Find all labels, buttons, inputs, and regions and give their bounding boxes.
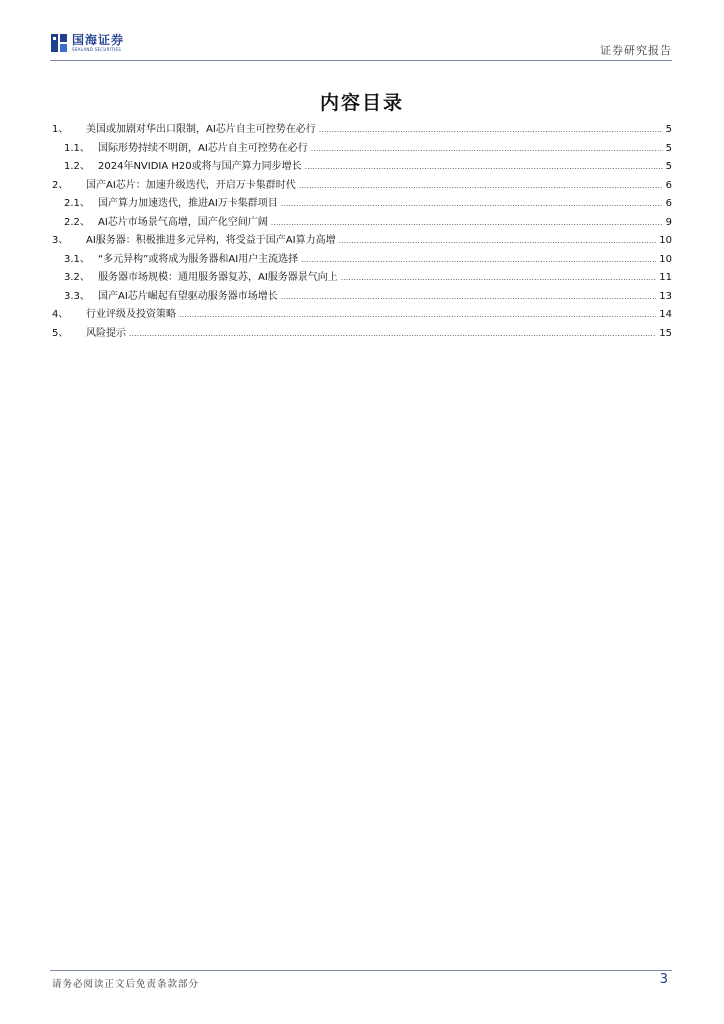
toc-entry[interactable] (52, 139, 672, 158)
toc-entry-page: 5 (665, 124, 672, 135)
toc-entry-page: 10 (659, 235, 672, 246)
toc-entry[interactable] (52, 231, 672, 250)
toc-entry-text: “多元异构”或将成为服务器和AI用户主流选择 (98, 253, 299, 265)
brand-name-cn: 国海证券 (72, 33, 125, 47)
toc-entry-text: 风险提示 (86, 327, 126, 339)
toc-entry-number: 1、 (52, 124, 69, 135)
toc-entry-text: 行业评级及投资策略 (86, 309, 176, 320)
toc-entry[interactable] (52, 324, 672, 343)
toc-entry-page: 10 (659, 253, 672, 265)
disclaimer-note: 请务必阅读正文后免责条款部分 (52, 979, 200, 990)
toc-entry-page: 6 (665, 179, 672, 191)
toc-entry-page: 14 (659, 309, 672, 320)
toc-entry-page: 13 (659, 290, 672, 302)
toc-leader-dots (311, 144, 663, 153)
toc-entry[interactable] (52, 194, 672, 213)
toc-entry-number: 4、 (52, 309, 69, 320)
toc-leader-dots (129, 329, 656, 338)
toc-entry-text: AI服务器：积极推进多元异构，将受益于国产AI算力高增 (86, 235, 336, 246)
footer-divider (50, 970, 672, 971)
toc-entry[interactable] (52, 176, 672, 195)
toc-entry-page: 9 (665, 216, 672, 228)
toc-entry-text: 国产算力加速迭代，推进AI万卡集群项目 (98, 198, 278, 209)
toc-entry-page: 11 (659, 272, 672, 283)
toc-entry-number: 2.2、 (64, 216, 90, 228)
page-header (50, 28, 672, 62)
toc-entry[interactable] (52, 250, 672, 269)
toc-entry-number: 3.3、 (64, 290, 90, 302)
toc-entry-number: 2、 (52, 179, 69, 191)
toc-entry[interactable] (52, 305, 672, 324)
toc-leader-dots (305, 162, 663, 171)
brand-name-en: SEALAND SECURITIES (72, 47, 122, 52)
toc-entry-text: 国产AI芯片崛起有望驱动服务器市场增长 (98, 290, 278, 302)
toc-entry-number: 3、 (52, 235, 69, 246)
toc-leader-dots (299, 181, 663, 190)
sealand-logo-icon (50, 33, 68, 53)
toc-leader-dots (179, 310, 656, 319)
toc-leader-dots (271, 218, 663, 227)
toc-entry-page: 5 (665, 142, 672, 154)
header-divider (50, 60, 672, 61)
toc-entry-text: AI芯片市场景气高增，国产化空间广阔 (98, 216, 268, 228)
toc-entry-number: 1.1、 (64, 142, 90, 154)
toc-entry-number: 5、 (52, 327, 69, 339)
toc-entry-number: 1.2、 (64, 161, 90, 172)
toc-leader-dots (281, 292, 656, 301)
toc-title: 内容目录 (319, 92, 404, 114)
toc-entry[interactable] (52, 157, 672, 176)
toc-entry[interactable] (52, 120, 672, 139)
toc-leader-dots (341, 273, 656, 282)
report-type-label: 证券研究报告 (600, 44, 672, 57)
toc-entry-text: 美国或加剧对华出口限制，AI芯片自主可控势在必行 (86, 124, 316, 135)
toc-entry[interactable] (52, 268, 672, 287)
toc-leader-dots (339, 236, 657, 245)
toc-leader-dots (301, 255, 656, 264)
table-of-contents (52, 120, 672, 342)
toc-entry-text: 服务器市场规模：通用服务器复苏，AI服务器景气向上 (98, 272, 338, 283)
toc-entry-number: 3.1、 (64, 253, 90, 265)
toc-entry[interactable] (52, 287, 672, 306)
toc-entry-page: 5 (665, 161, 672, 172)
toc-entry-text: 2024年NVIDIA H20或将与国产算力同步增长 (98, 161, 302, 172)
toc-entry[interactable] (52, 213, 672, 232)
page-number: 3 (659, 972, 668, 987)
toc-entry-page: 15 (659, 327, 672, 339)
toc-leader-dots (281, 199, 663, 208)
brand-logo (50, 30, 124, 56)
toc-entry-number: 3.2、 (64, 272, 90, 283)
toc-entry-number: 2.1、 (64, 198, 90, 209)
toc-entry-text: 国际形势持续不明朗，AI芯片自主可控势在必行 (98, 142, 308, 154)
toc-entry-page: 6 (665, 198, 672, 209)
toc-entry-text: 国产AI芯片：加速升级迭代，开启万卡集群时代 (86, 179, 296, 191)
toc-leader-dots (319, 125, 663, 134)
